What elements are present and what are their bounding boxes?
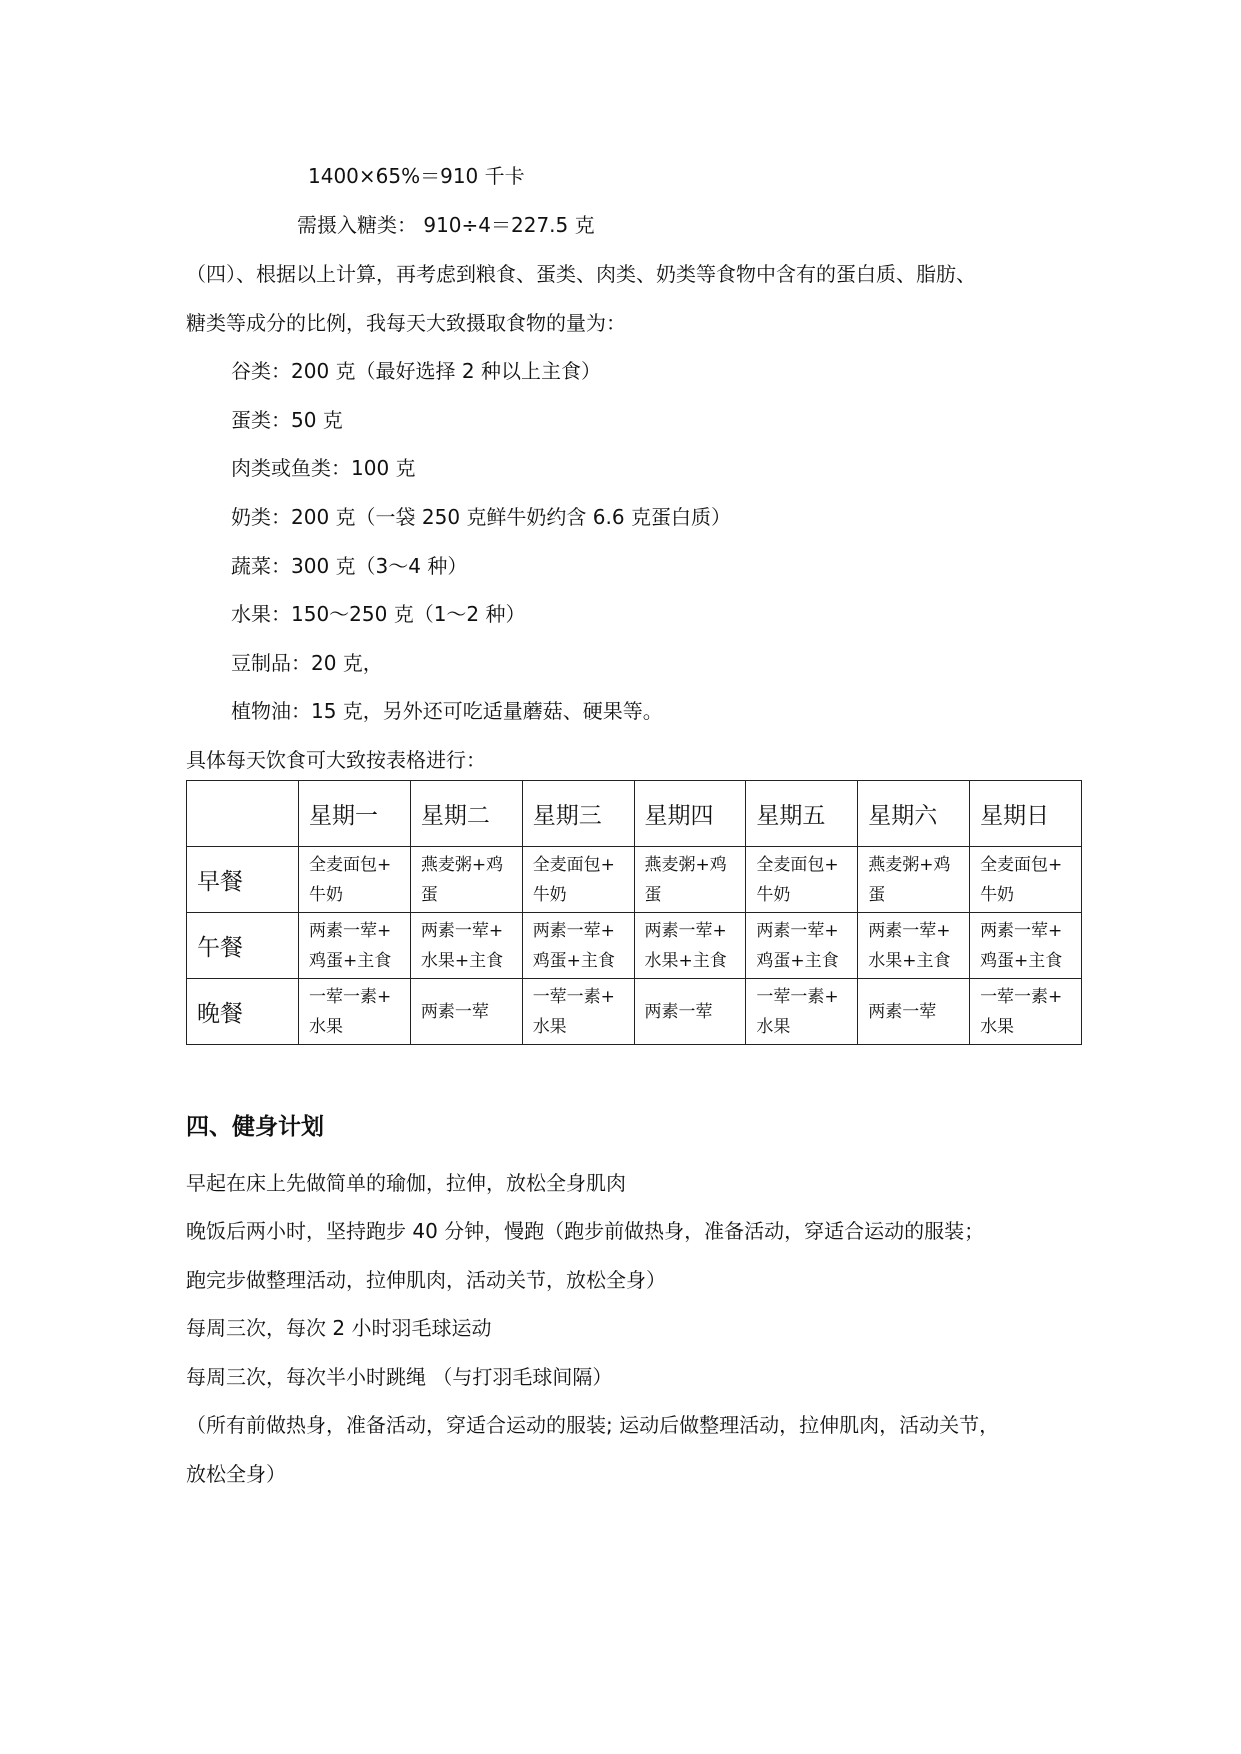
- food-item-eggs: 蛋类：50 克: [231, 408, 343, 432]
- food-item-grains: 谷类：200 克（最好选择 2 种以上主食）: [231, 359, 601, 383]
- day-header: 星期五: [746, 781, 858, 847]
- intro-line-2: 糖类等成分的比例，我每天大致摄取食物的量为：: [186, 311, 626, 335]
- calorie-calc-line: 1400×65%＝910 千卡: [308, 164, 525, 188]
- meal-cell: 一荤一素+ 水果: [970, 979, 1082, 1045]
- day-header: 星期三: [522, 781, 634, 847]
- day-header: 星期六: [858, 781, 970, 847]
- meal-cell: 两素一荤+ 水果+主食: [410, 913, 522, 979]
- fitness-line-5: 每周三次，每次半小时跳绳 （与打羽毛球间隔）: [186, 1365, 613, 1389]
- sugar-intake-line: 需摄入糖类： 910÷4＝227.5 克: [297, 213, 595, 237]
- fitness-line-2: 晚饭后两小时，坚持跑步 40 分钟，慢跑（跑步前做热身，准备活动，穿适合运动的服装；: [186, 1219, 985, 1243]
- meal-cell: 一荤一素+ 水果: [746, 979, 858, 1045]
- day-header: 星期日: [970, 781, 1082, 847]
- meal-cell: 全麦面包+ 牛奶: [299, 847, 411, 913]
- meal-cell: 两素一荤+ 水果+主食: [634, 913, 746, 979]
- table-header-row: [187, 781, 1082, 847]
- table-row-lunch: [187, 913, 1082, 979]
- fitness-line-6: （所有前做热身，准备活动，穿适合运动的服装; 运动后做整理活动，拉伸肌肉，活动关节，: [186, 1413, 1000, 1437]
- fitness-line-3: 跑完步做整理活动，拉伸肌肉，活动关节，放松全身）: [186, 1268, 666, 1292]
- meal-cell: 一荤一素+ 水果: [299, 979, 411, 1045]
- meal-cell: 两素一荤: [858, 979, 970, 1045]
- meal-cell: 两素一荤+ 鸡蛋+主食: [522, 913, 634, 979]
- food-item-meat-fish: 肉类或鱼类：100 克: [231, 456, 416, 480]
- day-header: 星期一: [299, 781, 411, 847]
- table-intro: 具体每天饮食可大致按表格进行：: [186, 748, 486, 772]
- meal-cell: 两素一荤+ 鸡蛋+主食: [299, 913, 411, 979]
- meal-cell: 全麦面包+ 牛奶: [970, 847, 1082, 913]
- meal-cell: 燕麦粥+鸡 蛋: [410, 847, 522, 913]
- table-row-breakfast: [187, 847, 1082, 913]
- meal-cell: 燕麦粥+鸡 蛋: [634, 847, 746, 913]
- meal-cell: 燕麦粥+鸡 蛋: [858, 847, 970, 913]
- meal-name: 午餐: [187, 913, 299, 979]
- meal-name: 晚餐: [187, 979, 299, 1045]
- meal-cell: 全麦面包+ 牛奶: [522, 847, 634, 913]
- fitness-line-4: 每周三次，每次 2 小时羽毛球运动: [186, 1316, 492, 1340]
- meal-plan-table: [186, 780, 1082, 1045]
- meal-cell: 两素一荤: [634, 979, 746, 1045]
- fitness-line-7: 放松全身）: [186, 1462, 286, 1486]
- corner-cell: [187, 781, 299, 847]
- food-item-soy: 豆制品：20 克，: [231, 651, 383, 675]
- food-item-vegetables: 蔬菜：300 克（3～4 种）: [231, 554, 468, 578]
- meal-cell: 全麦面包+ 牛奶: [746, 847, 858, 913]
- meal-cell: 两素一荤+ 鸡蛋+主食: [970, 913, 1082, 979]
- section-heading-fitness: 四、健身计划: [186, 1114, 324, 1140]
- day-header: 星期二: [410, 781, 522, 847]
- meal-cell: 两素一荤+ 水果+主食: [858, 913, 970, 979]
- meal-name: 早餐: [187, 847, 299, 913]
- food-item-fruit: 水果：150～250 克（1～2 种）: [231, 602, 526, 626]
- day-header: 星期四: [634, 781, 746, 847]
- meal-cell: 两素一荤+ 鸡蛋+主食: [746, 913, 858, 979]
- intro-line-1: （四）、根据以上计算，再考虑到粮食、蛋类、肉类、奶类等食物中含有的蛋白质、脂肪、: [186, 262, 976, 286]
- meal-cell: 两素一荤: [410, 979, 522, 1045]
- food-item-dairy: 奶类：200 克（一袋 250 克鲜牛奶约含 6.6 克蛋白质）: [231, 505, 731, 529]
- fitness-line-1: 早起在床上先做简单的瑜伽，拉伸，放松全身肌肉: [186, 1171, 626, 1195]
- meal-cell: 一荤一素+ 水果: [522, 979, 634, 1045]
- table-row-dinner: [187, 979, 1082, 1045]
- food-item-oil: 植物油：15 克，另外还可吃适量蘑菇、硬果等。: [231, 699, 663, 723]
